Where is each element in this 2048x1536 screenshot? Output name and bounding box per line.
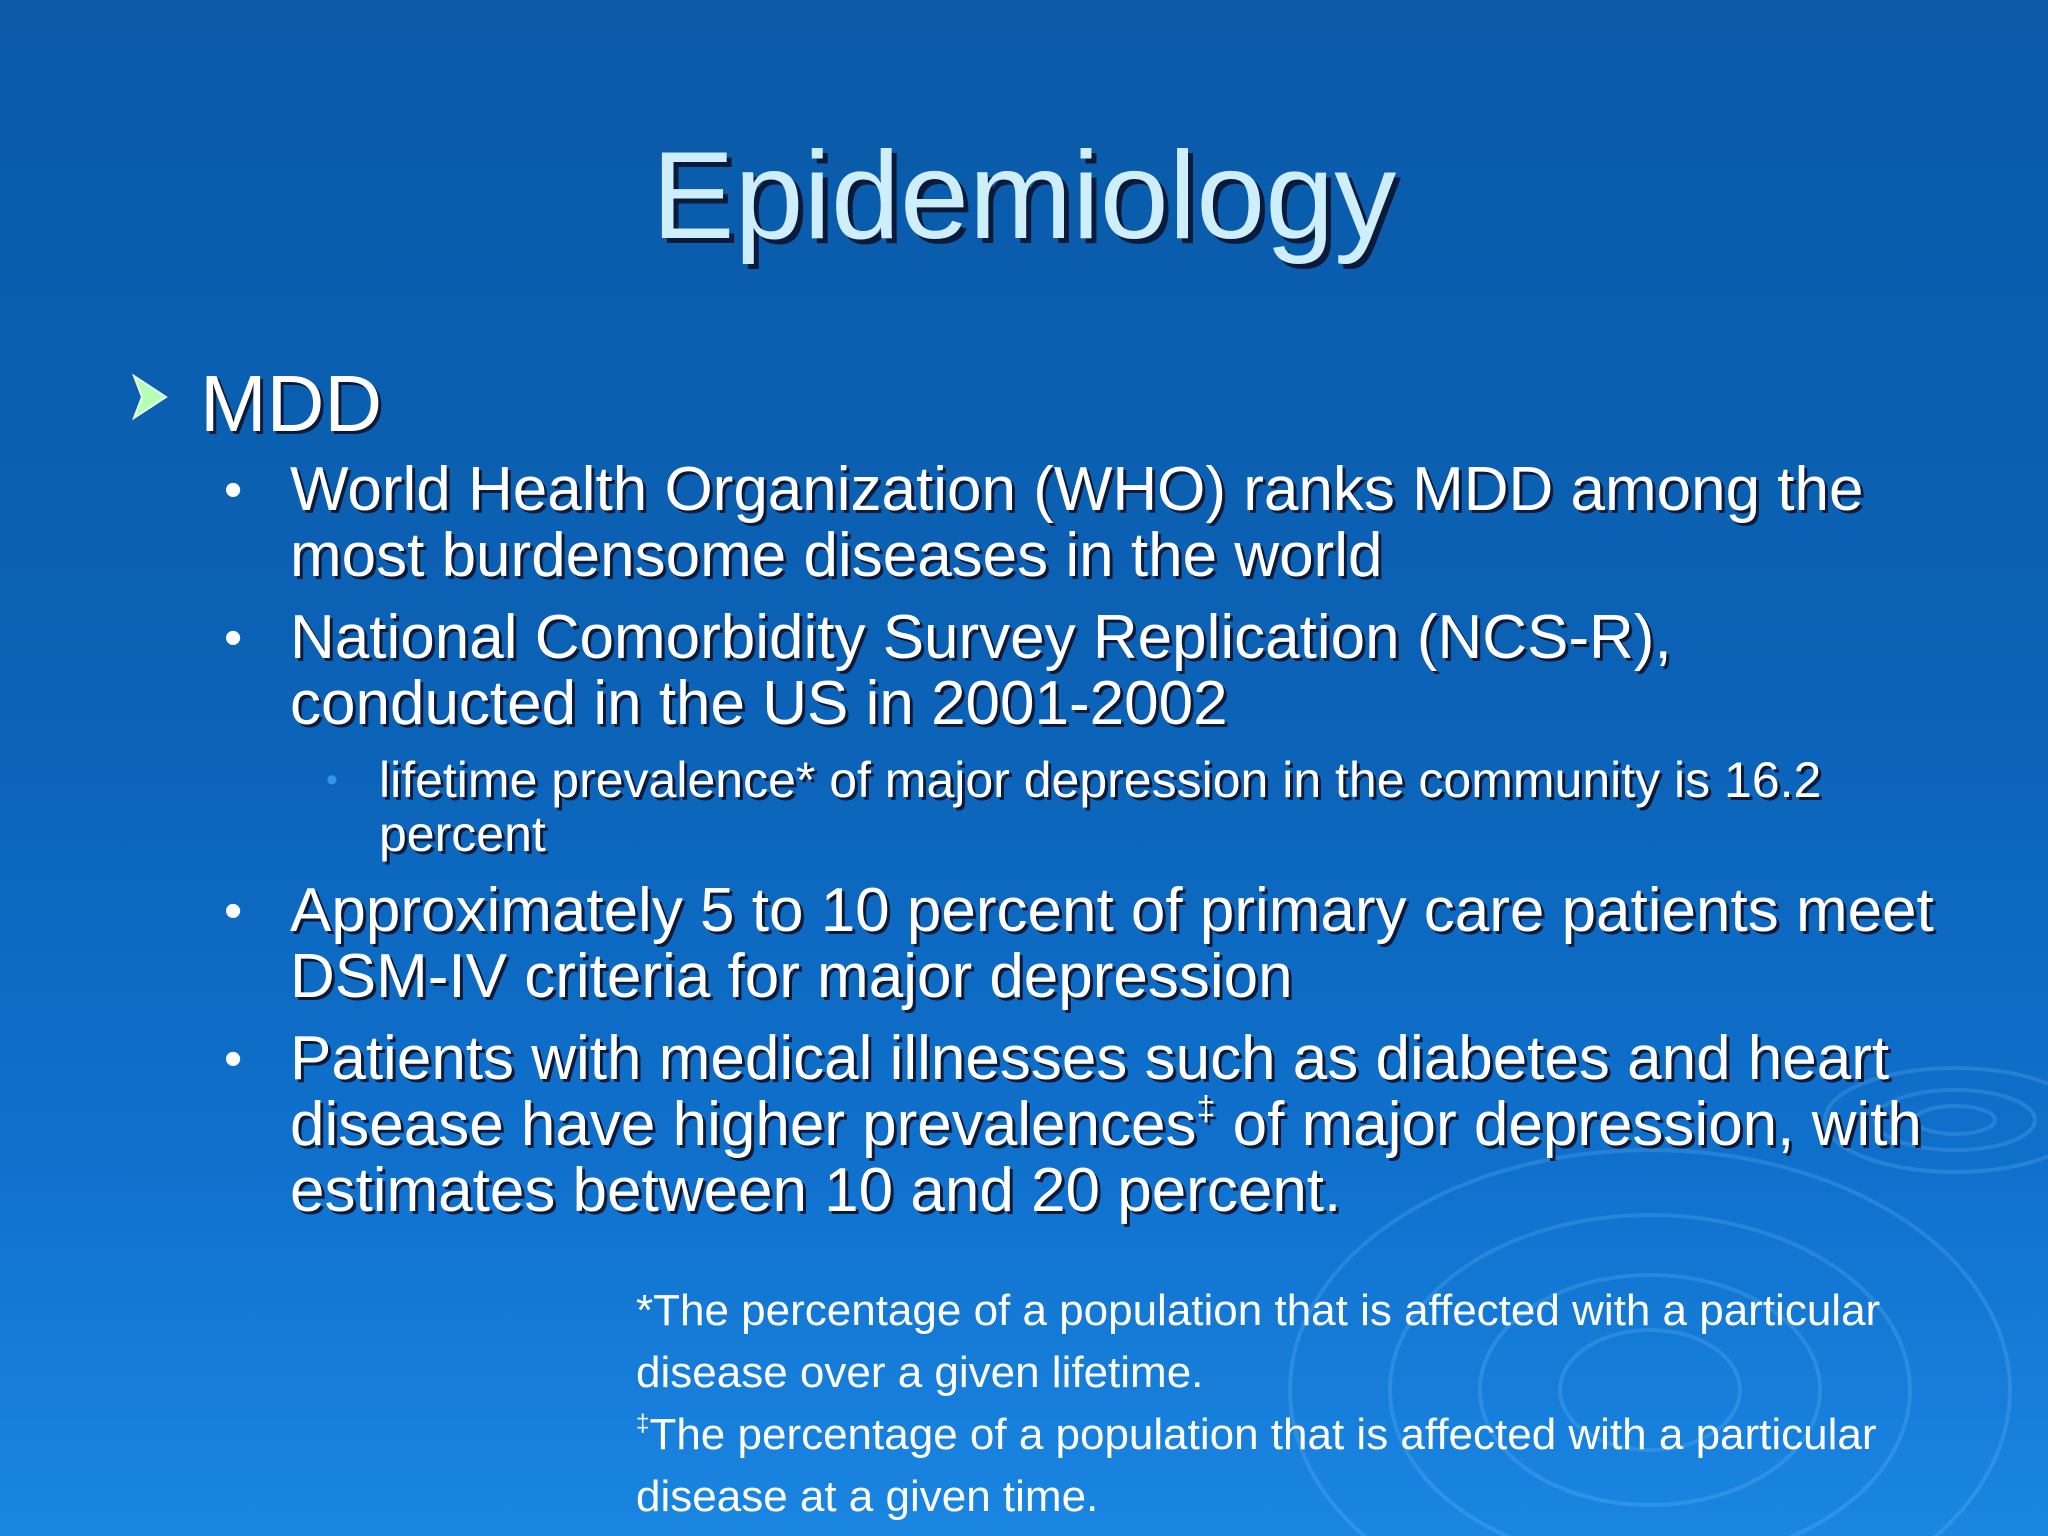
small-bullet-dot-icon: •: [326, 761, 338, 799]
bullet-text: World Health Organization (WHO) ranks MDD among the most burdensome diseases in the world: [290, 455, 1864, 590]
bullet-dot-icon: •: [224, 461, 243, 519]
bullet-level1-text: MDD: [200, 359, 383, 448]
bullet-text: National Comorbidity Survey Replication (NCS-R), conducted in the US in 2001-2002: [290, 603, 1672, 738]
arrowhead-icon: [130, 372, 170, 422]
sub-bullet-text: lifetime prevalence* of major depression in the community is 16.2 percent: [379, 752, 1822, 862]
footnote-lifetime-prevalence: *The percentage of a population that is affected with a particular disease over a given lifetime.: [636, 1286, 1881, 1397]
footnote-prevalence: ‡The percentage of a population that is affected with a particular disease at a given time.: [636, 1409, 1877, 1521]
bullet-dot-icon: •: [224, 1030, 243, 1088]
double-dagger-mark: ‡: [636, 1409, 650, 1437]
slide-title: Epidemiology: [651, 127, 1397, 265]
bullet-text: Approximately 5 to 10 percent of primary care patients meet DSM-IV criteria for major depression: [290, 876, 1934, 1011]
footnotes: [636, 1280, 1976, 1528]
bullet-text: Patients with medical illnesses such as diabetes and heart disease have higher prevalences‡ of major depression, with estimates between 10 and 20 percent.: [290, 1024, 1922, 1225]
bullet-dot-icon: •: [224, 609, 243, 667]
double-dagger-mark: ‡: [1196, 1089, 1216, 1128]
bullet-dot-icon: •: [224, 882, 243, 940]
